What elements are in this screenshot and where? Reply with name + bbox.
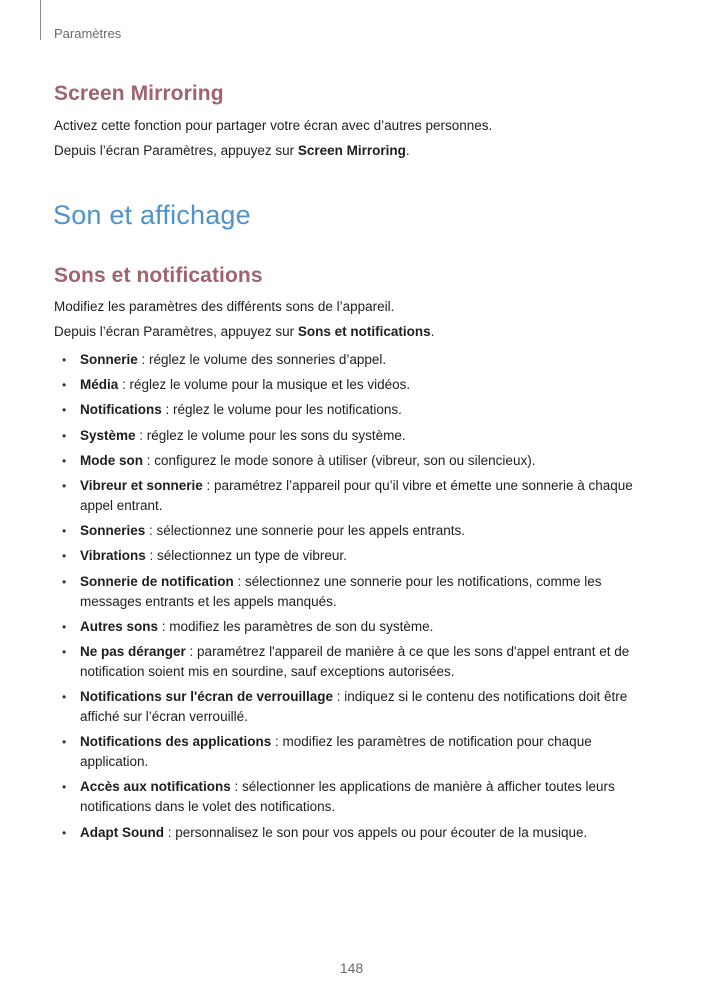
item-text: : sélectionnez une sonnerie pour les appels entrants.: [145, 523, 465, 539]
item-term: Média: [80, 377, 119, 393]
bullet-icon: •: [62, 353, 67, 367]
bullet-icon: •: [62, 644, 67, 659]
bullet-icon: •: [62, 549, 67, 564]
sons-notifications-instruction: [54, 323, 434, 341]
item-text: : paramétrez l’appareil pour qu’il vibre et émette une sonnerie à chaque appel entrant.: [80, 477, 633, 513]
list-item: [54, 617, 634, 637]
bullet-icon: •: [62, 780, 67, 795]
item-text: : réglez le volume pour la musique et les vidéos.: [118, 377, 411, 393]
item-text: : sélectionnez un type de vibreur.: [145, 548, 347, 564]
instruction-text: Depuis l’écran Paramètres, appuyez sur: [54, 324, 298, 339]
list-item: [54, 521, 634, 541]
item-text: : réglez le volume pour les sons du système.: [135, 427, 406, 443]
section-label: Paramètres: [54, 26, 122, 41]
item-text: : sélectionner les applications de manière à afficher toutes leurs notifications dans le volet des notifications.: [80, 779, 615, 815]
item-text: : paramétrez l'appareil de manière à ce que les sons d'appel entrant et de notification soient mis en sourdine, sauf exceptions autorisées.: [80, 643, 630, 679]
list-item: [54, 732, 634, 772]
header-divider: [40, 0, 41, 40]
chapter-title: Son et affichage: [53, 200, 251, 230]
bullet-icon: •: [62, 403, 67, 418]
item-term: Sonnerie de notification: [80, 573, 234, 589]
item-term: Mode son: [80, 452, 143, 468]
item-term: Vibreur et sonnerie: [80, 477, 203, 493]
item-term: Autres sons: [80, 618, 159, 634]
settings-list: [54, 350, 634, 848]
bullet-icon: •: [62, 619, 67, 634]
list-item: [54, 350, 634, 370]
instruction-suffix: .: [430, 324, 435, 339]
item-term: Système: [80, 427, 136, 443]
item-text: : modifiez les paramètres de notification pour chaque application.: [80, 734, 592, 770]
list-item: [54, 476, 634, 516]
item-term: Ne pas déranger: [80, 643, 186, 659]
sons-notifications-title: Sons et notifications: [54, 264, 263, 287]
item-text: : sélectionnez une sonnerie pour les notifications, comme les messages entrants et les appels manqués.: [80, 573, 602, 609]
bullet-icon: •: [62, 690, 67, 705]
page-number: 148: [339, 960, 364, 976]
list-item: [54, 777, 634, 817]
bullet-icon: •: [62, 428, 67, 443]
item-term: Sonneries: [80, 523, 146, 539]
bullet-icon: •: [62, 453, 67, 468]
screen-mirroring-instruction: [54, 142, 410, 160]
item-text: : indiquez si le contenu des notifications doit être affiché sur l’écran verrouillé.: [80, 689, 628, 725]
list-item: [54, 572, 634, 612]
list-item: [54, 546, 634, 566]
screen-mirroring-title: Screen Mirroring: [54, 82, 224, 105]
list-item: [54, 375, 634, 395]
item-term: Sonnerie: [80, 352, 138, 367]
item-text: : modifiez les paramètres de son du système.: [158, 618, 434, 634]
bullet-icon: •: [62, 378, 67, 393]
list-item: [54, 451, 634, 471]
item-text: : personnalisez le son pour vos appels ou pour écouter de la musique.: [164, 824, 588, 840]
screen-mirroring-description: Activez cette fonction pour partager votre écran avec d’autres personnes.: [54, 118, 493, 133]
item-term: Adapt Sound: [80, 824, 164, 840]
list-item: [54, 687, 634, 727]
bullet-icon: •: [62, 478, 67, 493]
sons-notifications-description: Modifiez les paramètres des différents sons de l’appareil.: [54, 299, 395, 314]
instruction-text: Depuis l’écran Paramètres, appuyez sur: [54, 143, 298, 158]
item-term: Vibrations: [80, 548, 146, 564]
instruction-suffix: .: [405, 143, 410, 158]
item-term: Accès aux notifications: [80, 779, 231, 795]
list-item: [54, 426, 634, 446]
item-term: Notifications: [80, 402, 162, 418]
item-text: : configurez le mode sonore à utiliser (vibreur, son ou silencieux).: [143, 452, 536, 468]
item-text: : réglez le volume des sonneries d’appel.: [137, 352, 387, 367]
item-term: Notifications des applications: [80, 734, 272, 750]
list-item: [54, 400, 634, 420]
bullet-icon: •: [62, 574, 67, 589]
bullet-icon: •: [62, 735, 67, 750]
list-item: [54, 823, 634, 843]
instruction-menu-name: Screen Mirroring: [297, 143, 406, 158]
item-term: Notifications sur l'écran de verrouillage: [80, 689, 334, 705]
bullet-icon: •: [62, 524, 67, 539]
instruction-menu-name: Sons et notifications: [297, 324, 431, 339]
item-text: : réglez le volume pour les notifications.: [161, 402, 402, 418]
bullet-icon: •: [62, 825, 67, 840]
list-item: [54, 642, 634, 682]
